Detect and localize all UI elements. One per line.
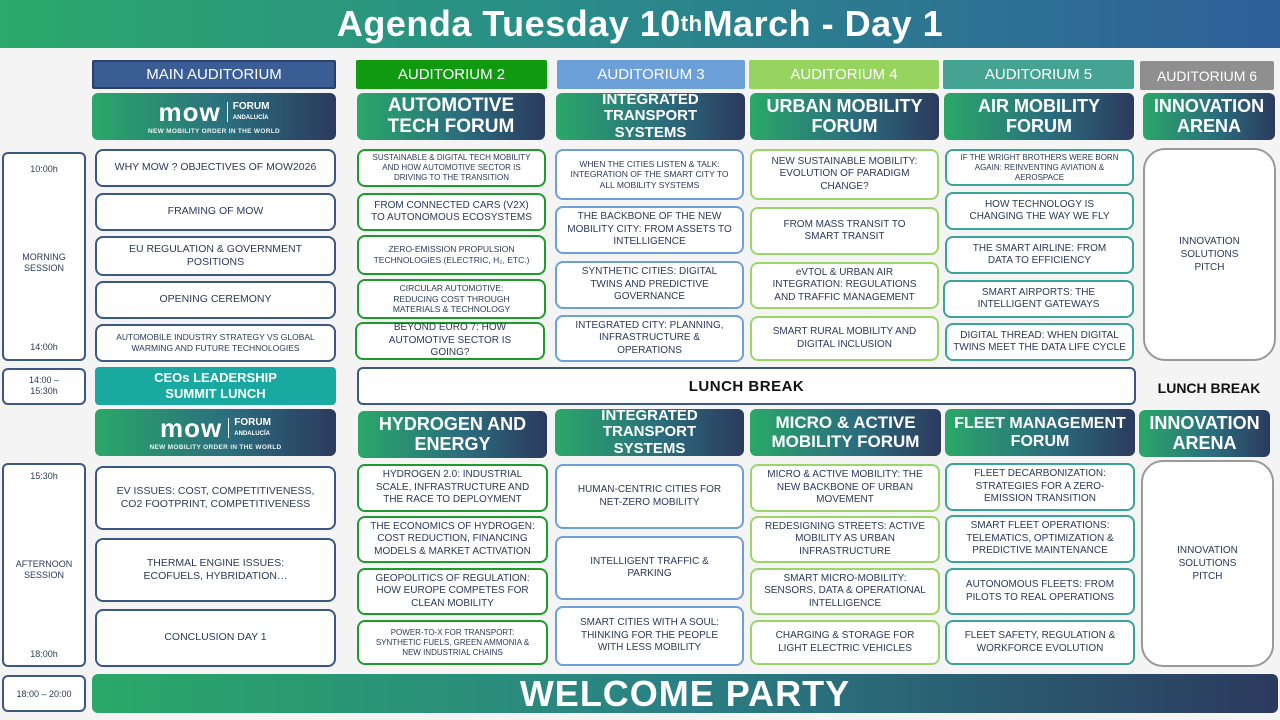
logo-line1-pm: FORUM bbox=[234, 416, 271, 428]
innovation-pitch-pm[interactable]: INNOVATION SOLUTIONS PITCH bbox=[1141, 460, 1274, 667]
mow-forum-logo bbox=[92, 93, 336, 140]
session-main-am-4[interactable]: OPENING CEREMONY bbox=[95, 281, 336, 319]
column-header-aud5: AUDITORIUM 5 bbox=[943, 60, 1134, 89]
welcome-party-banner[interactable]: WELCOME PARTY bbox=[92, 674, 1278, 713]
column-header-aud2: AUDITORIUM 2 bbox=[356, 60, 547, 89]
session-aud2-pm-3[interactable]: GEOPOLITICS OF REGULATION: HOW EUROPE COMPETES FOR CLEAN MOBILITY bbox=[357, 568, 548, 615]
logo-tagline: NEW MOBILITY ORDER IN THE WORLD bbox=[148, 128, 280, 136]
title-pre: Agenda Tuesday 10 bbox=[336, 3, 681, 44]
session-aud5-pm-1[interactable]: FLEET DECARBONIZATION: STRATEGIES FOR A ZERO-EMISSION TRANSITION bbox=[945, 463, 1135, 511]
logo-name: mow bbox=[158, 96, 221, 127]
session-aud2-am-5[interactable]: BEYOND EURO 7: HOW AUTOMOTIVE SECTOR IS GOING? bbox=[355, 322, 545, 360]
session-aud4-pm-1[interactable]: MICRO & ACTIVE MOBILITY: THE NEW BACKBONE OF URBAN MOVEMENT bbox=[750, 464, 940, 512]
forum-integrated-transport-am: INTEGRATED TRANSPORT SYSTEMS bbox=[556, 93, 745, 140]
morning-start-time: 10:00h bbox=[30, 164, 58, 174]
session-main-pm-3[interactable]: CONCLUSION DAY 1 bbox=[95, 609, 336, 667]
session-aud5-am-4[interactable]: SMART AIRPORTS: THE INTELLIGENT GATEWAYS bbox=[943, 280, 1134, 318]
session-main-pm-2[interactable]: THERMAL ENGINE ISSUES: ECOFUELS, HYBRIDATION… bbox=[95, 538, 336, 602]
session-aud5-pm-2[interactable]: SMART FLEET OPERATIONS: TELEMATICS, OPTIMIZATION & PREDICTIVE MAINTENANCE bbox=[945, 515, 1135, 563]
session-aud5-pm-3[interactable]: AUTONOMOUS FLEETS: FROM PILOTS TO REAL OPERATIONS bbox=[945, 568, 1135, 615]
session-main-am-2[interactable]: FRAMING OF MOW bbox=[95, 193, 336, 231]
morning-time-cell bbox=[2, 152, 86, 361]
forum-hydrogen-energy: HYDROGEN AND ENERGY bbox=[358, 411, 547, 458]
lunch-time: 14:00 – 15:30h bbox=[28, 375, 60, 397]
mow-forum-logo-pm bbox=[95, 409, 336, 456]
lunch-break-aud6: LUNCH BREAK bbox=[1157, 380, 1261, 396]
forum-urban-mobility: URBAN MOBILITY FORUM bbox=[750, 93, 939, 140]
column-header-aud4: AUDITORIUM 4 bbox=[749, 60, 939, 89]
forum-air-mobility: AIR MOBILITY FORUM bbox=[944, 93, 1134, 140]
session-aud2-am-2[interactable]: FROM CONNECTED CARS (V2X) TO AUTONOMOUS ECOSYSTEMS bbox=[357, 193, 546, 231]
session-main-am-3[interactable]: EU REGULATION & GOVERNMENT POSITIONS bbox=[95, 236, 336, 276]
afternoon-end-time: 18:00h bbox=[30, 649, 58, 659]
session-aud4-am-3[interactable]: eVTOL & URBAN AIR INTEGRATION: REGULATIONS AND TRAFFIC MANAGEMENT bbox=[750, 262, 939, 309]
session-aud3-am-3[interactable]: SYNTHETIC CITIES: DIGITAL TWINS AND PREDICTIVE GOVERNANCE bbox=[555, 261, 744, 309]
session-aud3-pm-1[interactable]: HUMAN-CENTRIC CITIES FOR NET-ZERO MOBILITY bbox=[555, 464, 744, 529]
session-aud3-am-1[interactable]: WHEN THE CITIES LISTEN & TALK: INTEGRATION OF THE SMART CITY TO ALL MOBILITY SYSTEMS bbox=[555, 149, 744, 200]
session-aud4-am-4[interactable]: SMART RURAL MOBILITY AND DIGITAL INCLUSION bbox=[750, 316, 939, 361]
session-aud5-am-3[interactable]: THE SMART AIRLINE: FROM DATA TO EFFICIENCY bbox=[945, 236, 1134, 274]
session-aud3-pm-3[interactable]: SMART CITIES WITH A SOUL: THINKING FOR THE PEOPLE WITH LESS MOBILITY bbox=[555, 606, 744, 666]
logo-tagline-pm: NEW MOBILITY ORDER IN THE WORLD bbox=[149, 444, 282, 452]
session-aud3-am-4[interactable]: INTEGRATED CITY: PLANNING, INFRASTRUCTURE & OPERATIONS bbox=[555, 315, 744, 362]
session-aud2-pm-4[interactable]: POWER-TO-X FOR TRANSPORT: SYNTHETIC FUELS, GREEN AMMONIA & NEW INDUSTRIAL CHAINS bbox=[357, 620, 548, 665]
party-time-cell bbox=[2, 675, 86, 712]
innovation-pitch-am[interactable]: INNOVATION SOLUTIONS PITCH bbox=[1143, 148, 1276, 361]
lunch-time-cell bbox=[2, 368, 86, 405]
session-aud2-am-3[interactable]: ZERO-EMISSION PROPULSION TECHNOLOGIES (ELECTRIC, H₂, ETC.) bbox=[357, 235, 546, 275]
ceo-summit-lunch[interactable]: CEOs LEADERSHIP SUMMIT LUNCH bbox=[95, 367, 336, 405]
session-aud2-pm-1[interactable]: HYDROGEN 2.0: INDUSTRIAL SCALE, INFRASTRUCTURE AND THE RACE TO DEPLOYMENT bbox=[357, 464, 548, 512]
session-aud3-pm-2[interactable]: INTELLIGENT TRAFFIC & PARKING bbox=[555, 536, 744, 600]
title-post: March - Day 1 bbox=[702, 3, 944, 44]
logo-line1: FORUM bbox=[232, 100, 270, 112]
session-aud5-am-1[interactable]: IF THE WRIGHT BROTHERS WERE BORN AGAIN: REINVENTING AVIATION & AEROSPACE bbox=[945, 149, 1134, 186]
column-header-aud6: AUDITORIUM 6 bbox=[1140, 61, 1274, 90]
session-aud3-am-2[interactable]: THE BACKBONE OF THE NEW MOBILITY CITY: FROM ASSETS TO INTELLIGENCE bbox=[555, 206, 744, 254]
agenda-title: Agenda Tuesday 10 th March - Day 1 bbox=[0, 0, 1280, 48]
logo-line2: ANDALUCÍA bbox=[232, 115, 269, 122]
session-aud2-pm-2[interactable]: THE ECONOMICS OF HYDROGEN: COST REDUCTION, FINANCING MODELS & MARKET ACTIVATION bbox=[357, 516, 548, 563]
morning-end-time: 14:00h bbox=[30, 342, 58, 352]
column-header-main: MAIN AUDITORIUM bbox=[92, 60, 336, 89]
afternoon-time-cell bbox=[2, 463, 86, 667]
session-aud4-pm-3[interactable]: SMART MICRO-MOBILITY: SENSORS, DATA & OPERATIONAL INTELLIGENCE bbox=[750, 568, 940, 615]
session-aud4-am-1[interactable]: NEW SUSTAINABLE MOBILITY: EVOLUTION OF PARADIGM CHANGE? bbox=[750, 149, 939, 200]
session-aud5-am-5[interactable]: DIGITAL THREAD: WHEN DIGITAL TWINS MEET THE DATA LIFE CYCLE bbox=[945, 323, 1134, 361]
session-aud5-am-2[interactable]: HOW TECHNOLOGY IS CHANGING THE WAY WE FLY bbox=[945, 192, 1134, 230]
morning-session-label: MORNING SESSION bbox=[22, 252, 66, 274]
forum-fleet-management: FLEET MANAGEMENT FORUM bbox=[945, 409, 1135, 456]
session-main-am-1[interactable]: WHY MOW ? OBJECTIVES OF MOW2026 bbox=[95, 149, 336, 187]
session-aud4-am-2[interactable]: FROM MASS TRANSIT TO SMART TRANSIT bbox=[750, 207, 939, 255]
afternoon-session-label: AFTERNOON SESSION bbox=[15, 559, 73, 581]
column-header-aud3: AUDITORIUM 3 bbox=[557, 60, 745, 89]
session-aud4-pm-2[interactable]: REDESIGNING STREETS: ACTIVE MOBILITY AS URBAN INFRASTRUCTURE bbox=[750, 516, 940, 563]
session-aud2-am-4[interactable]: CIRCULAR AUTOMOTIVE: REDUCING COST THROUGH MATERIALS & TECHNOLOGY bbox=[357, 279, 546, 319]
session-main-pm-1[interactable]: EV ISSUES: COST, COMPETITIVENESS, CO2 FOOTPRINT, COMPETITIVENESS bbox=[95, 466, 336, 530]
session-aud5-pm-4[interactable]: FLEET SAFETY, REGULATION & WORKFORCE EVOLUTION bbox=[945, 620, 1135, 665]
logo-line2-pm: ANDALUCÍA bbox=[234, 431, 270, 438]
logo-name-pm: mow bbox=[160, 412, 223, 443]
afternoon-start-time: 15:30h bbox=[30, 471, 58, 481]
forum-integrated-transport-pm: INTEGRATED TRANSPORT SYSTEMS bbox=[555, 409, 744, 456]
forum-innovation-arena-am: INNOVATION ARENA bbox=[1143, 93, 1275, 140]
session-aud2-am-1[interactable]: SUSTAINABLE & DIGITAL TECH MOBILITY AND HOW AUTOMOTIVE SECTOR IS DRIVING TO THE TRANSITION bbox=[357, 149, 546, 187]
forum-automotive-tech: AUTOMOTIVE TECH FORUM bbox=[357, 93, 545, 140]
forum-micro-active: MICRO & ACTIVE MOBILITY FORUM bbox=[750, 409, 941, 456]
lunch-break-banner: LUNCH BREAK bbox=[357, 367, 1136, 405]
session-main-am-5[interactable]: AUTOMOBILE INDUSTRY STRATEGY VS GLOBAL WARMING AND FUTURE TECHNOLOGIES bbox=[95, 324, 336, 362]
party-time: 18:00 – 20:00 bbox=[16, 689, 72, 699]
forum-innovation-arena-pm: INNOVATION ARENA bbox=[1139, 410, 1270, 457]
session-aud4-pm-4[interactable]: CHARGING & STORAGE FOR LIGHT ELECTRIC VEHICLES bbox=[750, 620, 940, 665]
